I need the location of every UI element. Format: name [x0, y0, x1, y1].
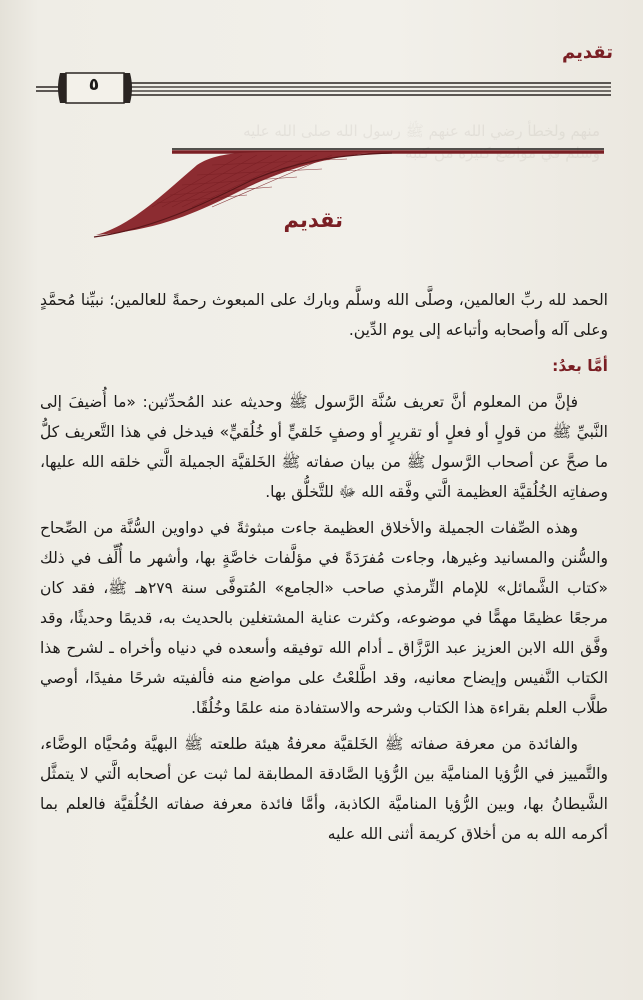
- paragraph: فإنَّ من المعلوم أنَّ تعريف سُنَّة الرَّسول ﷺ وحديثه عند المُحدِّثين: «ما أُضيفَ إلى النَّبيِّ ﷺ من قولٍ أو فعلٍ أو تقريرٍ أو وصفٍ خَلقيٍّ أو خُلُقيٍّ» فيدخل في هذا التَّعريف كلُّ ما صحَّ عن أصحاب الرَّسول ﷺ من بيان صفاته ﷺ الخَلقيَّة الجميلة الَّتي خلقه الله عليها، وصفاتِه الخُلُقيَّة العظيمة الَّتي وفَّقه الله ﷻ للتَّخلُّق بها.: [40, 393, 608, 501]
- paragraph-opening: الحمد لله ربِّ العالمين، وصلَّى الله وسلَّم وبارك على المبعوث رحمةً للعالمين؛ نبيِّنا مُحمَّدٍ وعلى آله وأصحابه وأتباعه إلى يوم الدِّين.: [40, 291, 608, 339]
- bleed-line: وسلم في مواضع كثيرة من كتبه: [405, 144, 600, 162]
- section-title: تقديم: [283, 208, 343, 232]
- title-ornament-swoosh: [92, 145, 612, 240]
- paragraph: وهذه الصِّفات الجميلة والأخلاق العظيمة جاءت مبثوثةً في دواوين السُّنَّة من الصِّحاح والسُّنن والمسانيد وغيرها، وجاءت مُفرَدَةً في مؤلَّفات خاصَّةٍ بها، وأشهر ما أُلِّف في ذلك «كتاب الشَّمائل» للإمام التِّرمذي صاحب «الجامع» المُتوفَّى سنة ٢٧٩هـ ﷺ، فقد كان مرجعًا عظيمًا مهمًّا في موضوعه، وكثرت عناية المشتغلين بالحديث به، قديمًا وحديثًا، وقد وفَّق الله الابن العزيز عبد الرَّزَّاق ـ أدام الله توفيقه وأسعده في دنياه وأخراه ـ لشرح هذا الكتاب النَّفيس وإيضاح معانيه، وقد اطَّلعْتُ على مواضع منه فألفيته شرحًا مفيدًا، أوصي طلَّاب العلم بقراءة هذا الكتاب وشرحه والاستفادة منه علمًا وخُلُقًا.: [40, 519, 608, 717]
- body-text: [40, 285, 608, 855]
- subheading: أمَّا بعدُ:: [552, 357, 608, 375]
- page-number: ٥: [88, 75, 100, 95]
- running-header-title: تقديم: [562, 42, 613, 63]
- bleed-line: منهم ولخطأ رضي الله عنهم ﷺ رسول الله صلى الله عليه: [243, 122, 600, 140]
- paragraph: والفائدة من معرفة صفاته ﷺ الخَلقيَّة معرفةُ هيئة طلعته ﷺ البهيَّة ومُحيَّاه الوضَّاء، والتَّمييز في الرُّؤيا المناميَّة بين الرُّؤيا الصَّادقة المطابقة لما ثبت عن أصحابه الَّتي لا يتمثَّل الشَّيطانُ بها، وبين الرُّؤيا المناميَّة الكاذبة، وأمَّا فائدة معرفة صفاته الخُلُقيَّة فالعلم بما أكرمه الله به من أخلاق كريمة أثنى الله عليه: [40, 735, 608, 843]
